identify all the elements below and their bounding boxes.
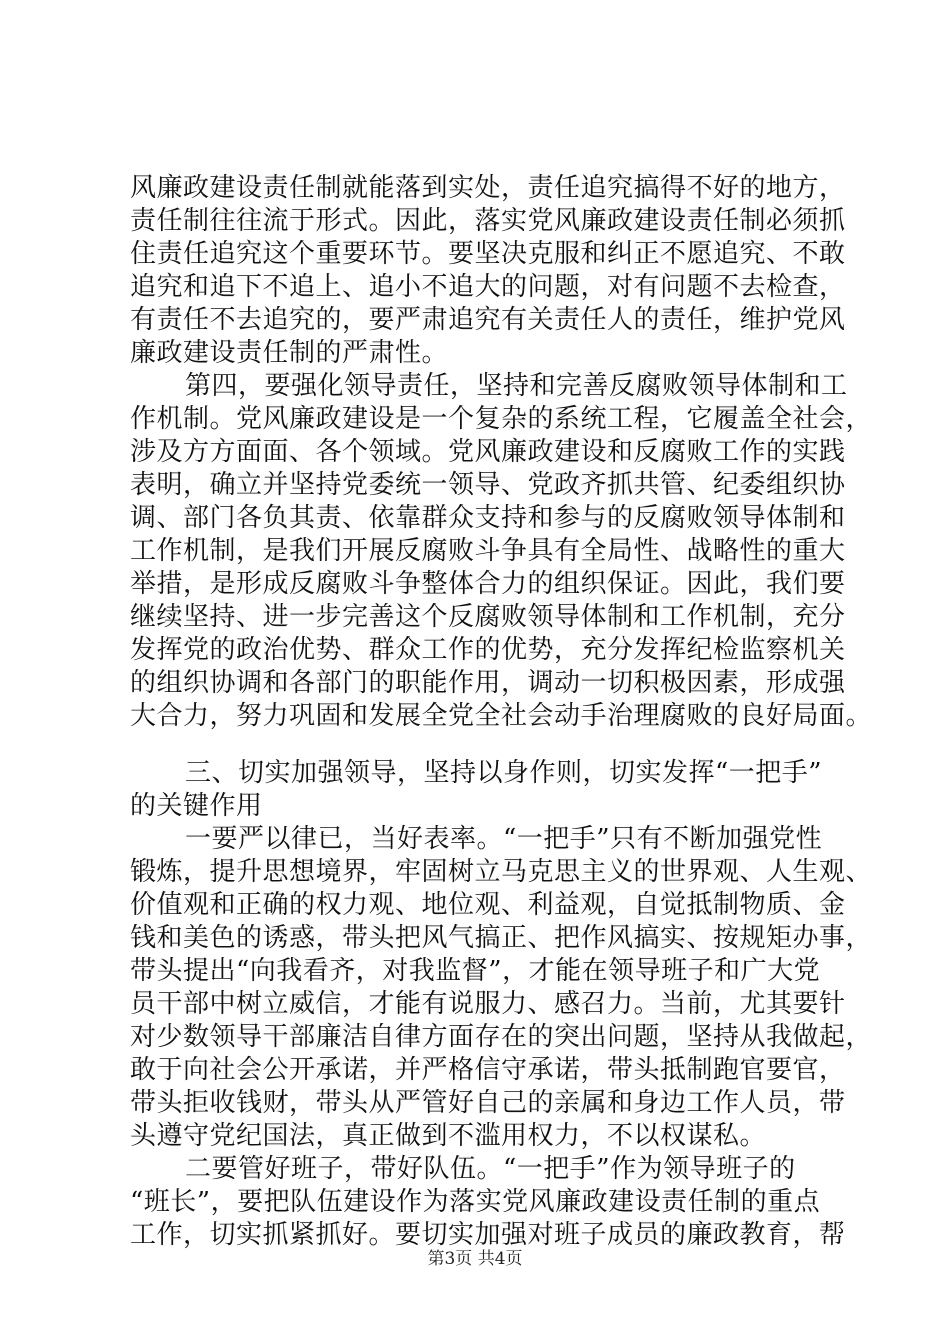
text-line: 涉及方方面面、各个领域。党风廉政建设和反腐败工作的实践: [130, 437, 846, 467]
section-heading: 三、切实加强领导，坚持以身作则，切实发挥“一把手”: [185, 758, 823, 788]
text-line: 责任制往往流于形式。因此，落实党风廉政建设责任制必须抓: [130, 206, 846, 236]
text-line: 表明，确立并坚持党委统一领导、党政齐抓共管、纪委组织协: [130, 470, 846, 500]
text-line: 锻炼，提升思想境界，牢固树立马克思主义的世界观、人生观、: [130, 857, 873, 887]
text-line: 风廉政建设责任制就能落到实处，责任追究搞得不好的地方，: [130, 173, 846, 203]
text-line: 调、部门各负其责、依靠群众支持和参与的反腐败领导体制和: [130, 503, 846, 533]
text-line: 继续坚持、进一步完善这个反腐败领导体制和工作机制，充分: [130, 602, 846, 632]
text-line: 价值观和正确的权力观、地位观、利益观，自觉抵制物质、金: [130, 890, 846, 920]
text-line: 工作，切实抓紧抓好。要切实加强对班子成员的廉政教育，帮: [130, 1220, 846, 1250]
text-line: 头遵守党纪国法，真正做到不滥用权力，不以权谋私。: [130, 1121, 767, 1151]
text-line: 工作机制，是我们开展反腐败斗争具有全局性、战略性的重大: [130, 536, 846, 566]
text-line: 追究和追下不追上、追小不追大的问题，对有问题不去检查，: [130, 272, 846, 302]
text-line: 作机制。党风廉政建设是一个复杂的系统工程，它履盖全社会，: [130, 404, 873, 434]
page-number-footer: 第3页 共4页: [427, 1249, 523, 1269]
text-line: 住责任追究这个重要环节。要坚决克服和纠正不愿追究、不敢: [130, 239, 846, 269]
text-line: “班长”，要把队伍建设作为落实党风廉政建设责任制的重点: [130, 1187, 821, 1217]
text-line: 钱和美色的诱惑，带头把风气搞正、把作风搞实、按规矩办事，: [130, 923, 873, 953]
text-line: 大合力，努力巩固和发展全党全社会动手治理腐败的良好局面。: [130, 701, 873, 731]
text-line: 的组织协调和各部门的职能作用，调动一切积极因素，形成强: [130, 668, 846, 698]
text-line: 廉政建设责任制的严肃性。: [130, 338, 449, 368]
section-heading-continued: 的关键作用: [130, 791, 263, 821]
text-line: 发挥党的政治优势、群众工作的优势，充分发挥纪检监察机关: [130, 635, 846, 665]
text-line: 举措，是形成反腐败斗争整体合力的组织保证。因此，我们要: [130, 569, 846, 599]
paragraph-start-line: 第四，要强化领导责任，坚持和完善反腐败领导体制和工: [185, 371, 848, 401]
text-line: 带头提出“向我看齐，对我监督”，才能在领导班子和广大党: [130, 956, 821, 986]
text-line: 带头拒收钱财，带头从严管好自己的亲属和身边工作人员，带: [130, 1088, 846, 1118]
paragraph-start-line: 一要严以律已，当好表率。“一把手”只有不断加强党性: [185, 824, 823, 854]
text-line: 员干部中树立威信，才能有说服力、感召力。当前，尤其要针: [130, 989, 846, 1019]
text-line: 有责任不去追究的，要严肃追究有关责任人的责任，维护党风: [130, 305, 846, 335]
text-line: 敢于向社会公开承诺，并严格信守承诺，带头抵制跑官要官，: [130, 1055, 846, 1085]
text-line: 对少数领导干部廉洁自律方面存在的突出问题，坚持从我做起，: [130, 1022, 873, 1052]
paragraph-start-line: 二要管好班子，带好队伍。“一把手”作为领导班子的: [185, 1154, 796, 1184]
